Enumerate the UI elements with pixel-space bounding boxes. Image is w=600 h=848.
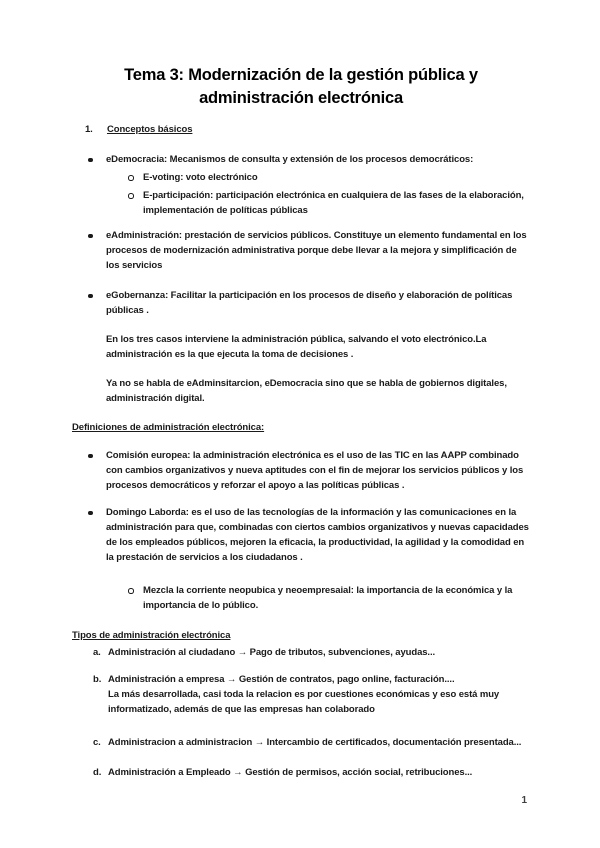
item-extra-text: La más desarrollada, casi toda la relacion es por cuestiones económicas y eso está muy informatizado, además de que las empresas han colaborado	[108, 689, 500, 715]
item-letter: a.	[93, 647, 101, 658]
bullet-egobernanza	[72, 288, 530, 318]
paragraph-gobiernos-digitales: Ya no se habla de eAdminsitarcion, eDemocracia sino que se habla de gobiernos digitales, administración digital.	[106, 378, 507, 404]
bullet-text: Domingo Laborda: es el uso de las tecnologías de la información y las comunicaciones en la administración para que, combinadas con ciertos cambios organizativos y nuevas capacidades de los empleados públicos, mejoren la eficacia, la productividad, la agilidad y la comodidad en la prestación de servicios a los ciudadanos .	[106, 507, 529, 563]
circle-bullet-icon	[128, 175, 134, 181]
sub-bullet-text: E-participación: participación electrónica en cualquiera de las fases de la elaboración, implementación de políticas públicas	[143, 190, 524, 216]
item-letter: d.	[93, 767, 102, 778]
section-heading-tipos: Tipos de administración electrónica	[72, 630, 231, 641]
paragraph-tres-casos: En los tres casos interviene la administración pública, salvando el voto electrónico.La administración es la que ejecuta la toma de decisiones .	[106, 334, 487, 360]
bullet-item	[72, 505, 530, 565]
bullet-group-domingo-laborda	[72, 505, 530, 613]
bullet-text: eGobernanza: Facilitar la participación en los procesos de diseño y elaboración de políticas públicas .	[106, 290, 513, 316]
type-item-administracion	[72, 735, 530, 750]
type-item-empleado	[72, 765, 530, 780]
page-number: 1	[521, 795, 527, 806]
bullet-eadministracion	[72, 228, 530, 273]
bullet-icon	[88, 158, 93, 163]
document-content	[72, 64, 530, 780]
item-letter: c.	[93, 737, 101, 748]
item-text: Administración al ciudadano → Pago de tributos, subvenciones, ayudas...	[108, 647, 436, 658]
item-text: Administración a Empleado → Gestión de permisos, acción social, retribuciones...	[108, 767, 473, 778]
circle-bullet-icon	[128, 193, 134, 199]
item-letter: b.	[93, 674, 102, 685]
section-heading-definiciones: Definiciones de administración electrónica:	[72, 422, 265, 433]
bullet-icon	[88, 294, 93, 299]
page-title: Tema 3: Modernización de la gestión pública y administración electrónica	[124, 66, 478, 107]
type-item-ciudadano	[72, 645, 530, 660]
bullet-group-edemocracia	[72, 152, 530, 218]
section-heading-label: Conceptos básicos	[107, 124, 193, 135]
bullet-item	[72, 152, 530, 167]
sub-bullet-item	[72, 583, 530, 613]
bullet-text: Comisión europea: la administración electrónica es el uso de las TIC en las AAPP combinado con cambios organizativos y nueva aptitudes con el fin de mejorar los servicios públicos y los procesos democráticos y reforzar el apoyo a las políticas públicas .	[106, 450, 524, 491]
section-number: 1.	[85, 124, 93, 135]
bullet-icon	[88, 234, 93, 239]
bullet-icon	[88, 511, 93, 516]
bullet-text: eDemocracia: Mecanismos de consulta y extensión de los procesos democráticos:	[106, 154, 474, 165]
sub-bullet-item	[72, 170, 530, 185]
section-heading-conceptos	[72, 122, 530, 137]
item-text: Administración a empresa → Gestión de contratos, pago online, facturación....	[108, 674, 455, 685]
circle-bullet-icon	[128, 588, 134, 594]
type-item-empresa	[72, 672, 530, 717]
bullet-icon	[88, 454, 93, 459]
bullet-text: eAdministración: prestación de servicios públicos. Constituye un elemento fundamental en los procesos de modernización administrativa porque debe llevar a la mejora y simplificación de los servicios	[106, 230, 527, 271]
item-text: Administracion a administracion → Intercambio de certificados, documentación presentada...	[108, 737, 522, 748]
bullet-comision-europea	[72, 448, 530, 493]
sub-bullet-text: E-voting: voto electrónico	[143, 172, 258, 183]
sub-bullet-item	[72, 188, 530, 218]
sub-bullet-text: Mezcla la corriente neopubica y neoempresaial: la importancia de la económica y la importancia de lo público.	[143, 585, 513, 611]
